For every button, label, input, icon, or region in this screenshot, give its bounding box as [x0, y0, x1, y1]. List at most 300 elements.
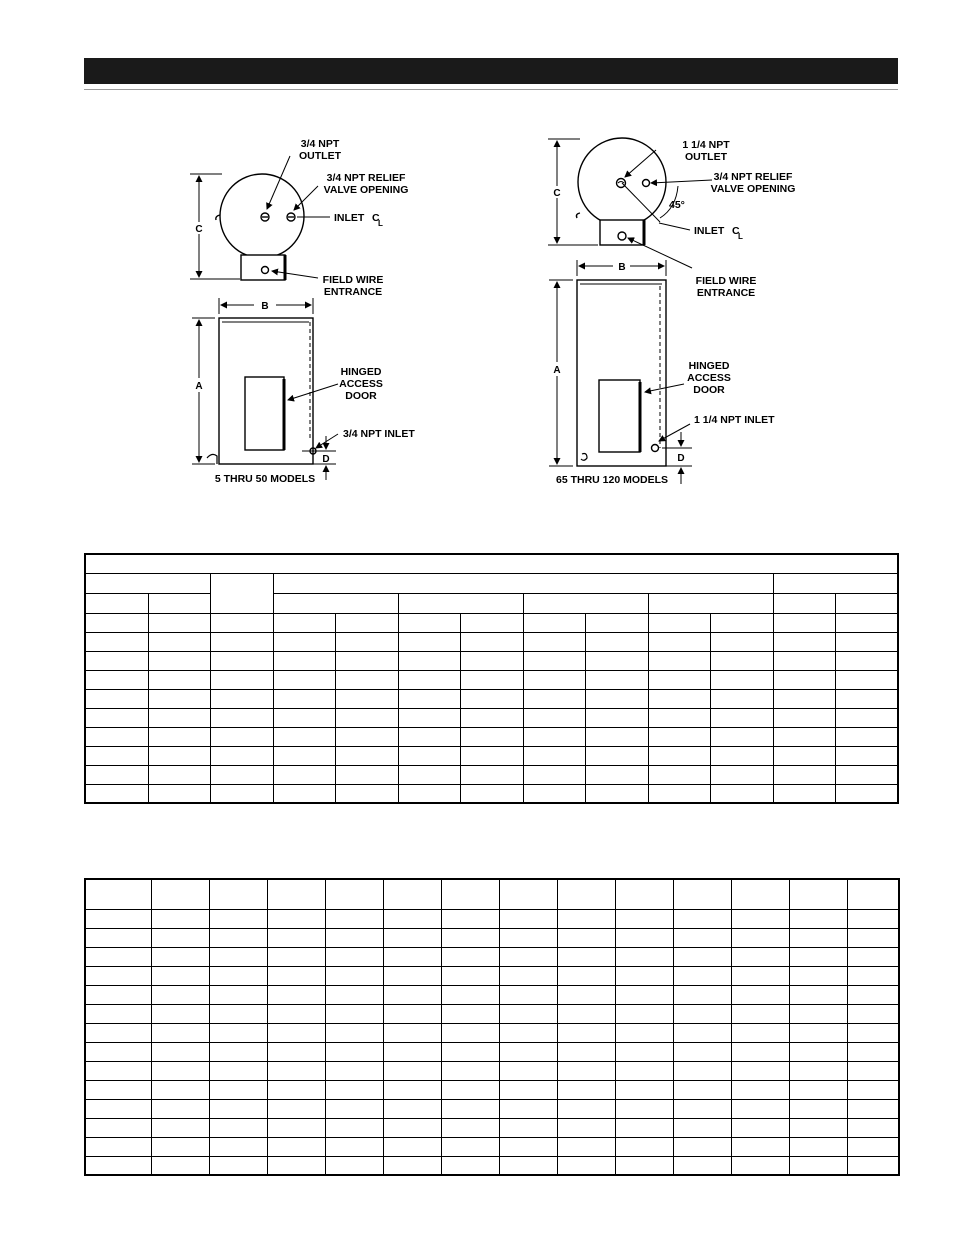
table-cell: [273, 708, 335, 727]
table-cell: [499, 1042, 557, 1061]
table-cell: [731, 947, 789, 966]
table-cell: [210, 746, 273, 765]
left-dim-a: A: [195, 381, 203, 392]
table-cell: [835, 670, 898, 689]
table-cell: [335, 632, 398, 651]
table-cell: [151, 1156, 209, 1175]
table-cell: [615, 1156, 673, 1175]
table-cell: [615, 1004, 673, 1023]
table-cell: [773, 651, 835, 670]
table-cell: [835, 689, 898, 708]
table-cell: [325, 1099, 383, 1118]
table-cell: [148, 632, 210, 651]
table-cell: [789, 1080, 847, 1099]
table-cell: [710, 651, 773, 670]
table-cell: [148, 784, 210, 803]
table-cell: [585, 632, 648, 651]
table-cell: [210, 727, 273, 746]
table-cell: [731, 1156, 789, 1175]
table-cell: [710, 784, 773, 803]
table-cell: [773, 632, 835, 651]
table-cell: [383, 879, 441, 909]
table-cell: [325, 1156, 383, 1175]
table-cell: [710, 670, 773, 689]
table-cell: [210, 784, 273, 803]
table-cell: [557, 879, 615, 909]
table1-header-cell: [523, 593, 648, 613]
table-cell: [209, 879, 267, 909]
table-cell: [523, 632, 585, 651]
table-cell: [499, 1156, 557, 1175]
table-cell: [209, 1061, 267, 1080]
left-field-wire-label-1: FIELD WIRE: [322, 274, 384, 286]
table-cell: [648, 765, 710, 784]
table-cell: [773, 708, 835, 727]
table-cell: [731, 1004, 789, 1023]
table-cell: [398, 765, 460, 784]
table-row: [85, 727, 898, 746]
table-cell: [773, 746, 835, 765]
table-cell: [615, 1118, 673, 1137]
table-cell: [835, 727, 898, 746]
table-cell: [499, 1137, 557, 1156]
table-cell: [585, 613, 648, 632]
table-cell: [731, 879, 789, 909]
table-cell: [523, 670, 585, 689]
left-dim-d: D: [322, 454, 330, 465]
table-cell: [267, 1099, 325, 1118]
table-cell: [335, 727, 398, 746]
table-cell: [648, 651, 710, 670]
table-cell: [460, 765, 523, 784]
table-cell: [209, 1137, 267, 1156]
left-cl-subscript: L: [378, 219, 383, 228]
table-cell: [585, 708, 648, 727]
table-cell: [148, 746, 210, 765]
table-cell: [615, 879, 673, 909]
table-cell: [441, 947, 499, 966]
table-cell: [585, 746, 648, 765]
table-cell: [398, 708, 460, 727]
table-cell: [383, 1156, 441, 1175]
specifications-table: [84, 878, 900, 1176]
table-cell: [673, 1156, 731, 1175]
left-dim-c: C: [195, 224, 203, 235]
table-row: [85, 1080, 899, 1099]
table-cell: [85, 1137, 151, 1156]
table-cell: [523, 613, 585, 632]
table-cell: [499, 966, 557, 985]
table-cell: [789, 879, 847, 909]
table-cell: [85, 784, 148, 803]
table-cell: [710, 765, 773, 784]
table-cell: [151, 1023, 209, 1042]
table1-subheader-row: [85, 593, 898, 613]
table-cell: [460, 670, 523, 689]
table-cell: [731, 1118, 789, 1137]
table-row: [85, 689, 898, 708]
left-npt-inlet-label: 3/4 NPT INLET: [343, 428, 415, 440]
table-cell: [267, 1042, 325, 1061]
table-cell: [151, 985, 209, 1004]
table-cell: [615, 1080, 673, 1099]
right-cl-symbol: C: [732, 225, 740, 237]
table-row: [85, 765, 898, 784]
table-cell: [325, 909, 383, 928]
table-cell: [710, 689, 773, 708]
table-cell: [673, 1080, 731, 1099]
table-cell: [335, 708, 398, 727]
table-cell: [383, 909, 441, 928]
table-cell: [267, 1137, 325, 1156]
table-cell: [847, 1061, 899, 1080]
right-npt-inlet-label: 1 1/4 NPT INLET: [694, 414, 775, 426]
table-cell: [267, 1061, 325, 1080]
table-cell: [499, 985, 557, 1004]
table-cell: [789, 1099, 847, 1118]
table-cell: [267, 1004, 325, 1023]
table-cell: [383, 1061, 441, 1080]
table-cell: [273, 784, 335, 803]
table-cell: [335, 765, 398, 784]
table-cell: [273, 632, 335, 651]
table-row: [85, 1156, 899, 1175]
table-cell: [267, 909, 325, 928]
table1-title-row: [85, 554, 898, 573]
table-row: [85, 928, 899, 947]
table-cell: [673, 1099, 731, 1118]
table-row: [85, 784, 898, 803]
table-cell: [209, 1023, 267, 1042]
table-cell: [441, 1156, 499, 1175]
table-cell: [673, 966, 731, 985]
table-cell: [148, 689, 210, 708]
table-cell: [441, 909, 499, 928]
table-cell: [151, 1099, 209, 1118]
table-cell: [615, 947, 673, 966]
table-row: [85, 1023, 899, 1042]
table-cell: [523, 651, 585, 670]
table-cell: [835, 746, 898, 765]
dimensions-table: [84, 553, 899, 804]
table-cell: [441, 1099, 499, 1118]
table-cell: [85, 613, 148, 632]
right-angle-label: 45°: [669, 199, 685, 211]
table-cell: [557, 1118, 615, 1137]
table-cell: [523, 784, 585, 803]
table-cell: [789, 947, 847, 966]
table-cell: [557, 1004, 615, 1023]
table-cell: [85, 928, 151, 947]
table-cell: [267, 985, 325, 1004]
table-cell: [210, 708, 273, 727]
right-outlet-label-1: 1 1/4 NPT: [682, 139, 730, 151]
table-cell: [789, 1023, 847, 1042]
table-cell: [557, 1042, 615, 1061]
table-cell: [441, 1118, 499, 1137]
table-cell: [398, 727, 460, 746]
table-row: [85, 1004, 899, 1023]
table-cell: [557, 1080, 615, 1099]
table-cell: [210, 632, 273, 651]
table-cell: [499, 909, 557, 928]
table-cell: [847, 947, 899, 966]
table-cell: [789, 1042, 847, 1061]
table-cell: [85, 1023, 151, 1042]
table-cell: [85, 1080, 151, 1099]
table-row: [85, 1137, 899, 1156]
table-cell: [835, 632, 898, 651]
table-cell: [523, 708, 585, 727]
table-cell: [398, 746, 460, 765]
table-cell: [731, 1023, 789, 1042]
right-hinged-label-1: HINGED: [688, 360, 730, 372]
table-cell: [557, 909, 615, 928]
left-hinged-label-1: HINGED: [340, 366, 382, 378]
table-cell: [523, 727, 585, 746]
table-cell: [85, 1118, 151, 1137]
table-cell: [209, 985, 267, 1004]
table-cell: [325, 966, 383, 985]
table-cell: [835, 613, 898, 632]
table-cell: [648, 670, 710, 689]
table-cell: [85, 765, 148, 784]
table-cell: [85, 985, 151, 1004]
left-heater-diagram: [190, 156, 338, 480]
table-cell: [209, 1099, 267, 1118]
table-row: [85, 879, 899, 909]
table-cell: [585, 651, 648, 670]
table1-header-cell: [210, 573, 273, 613]
table-cell: [151, 1080, 209, 1099]
table-row: [85, 708, 898, 727]
table-cell: [673, 879, 731, 909]
table-cell: [267, 1118, 325, 1137]
table-cell: [148, 727, 210, 746]
table-cell: [835, 784, 898, 803]
table-cell: [398, 651, 460, 670]
table-cell: [267, 928, 325, 947]
table-cell: [383, 947, 441, 966]
table-cell: [648, 727, 710, 746]
table-cell: [85, 708, 148, 727]
table1-header-cell: [398, 593, 523, 613]
table-cell: [499, 1080, 557, 1099]
table-cell: [151, 909, 209, 928]
table-cell: [85, 689, 148, 708]
table-cell: [648, 784, 710, 803]
left-top-view-tank: [220, 174, 304, 258]
table-cell: [383, 985, 441, 1004]
table-cell: [85, 1004, 151, 1023]
table-cell: [847, 966, 899, 985]
table-cell: [789, 1061, 847, 1080]
table-cell: [557, 1099, 615, 1118]
table-cell: [789, 1004, 847, 1023]
table-cell: [383, 1023, 441, 1042]
table-cell: [585, 727, 648, 746]
left-outlet-label-1: 3/4 NPT: [300, 138, 340, 150]
table-cell: [325, 1137, 383, 1156]
table-cell: [148, 613, 210, 632]
table-cell: [710, 727, 773, 746]
table-cell: [773, 727, 835, 746]
table-cell: [151, 879, 209, 909]
right-dim-b: B: [618, 262, 626, 273]
table-row: [85, 746, 898, 765]
table-cell: [847, 879, 899, 909]
table-row: [85, 651, 898, 670]
table-cell: [325, 1004, 383, 1023]
table-cell: [773, 689, 835, 708]
table-cell: [441, 879, 499, 909]
table-cell: [847, 1099, 899, 1118]
table-row: [85, 1042, 899, 1061]
table-cell: [441, 1061, 499, 1080]
table-cell: [151, 1118, 209, 1137]
table-cell: [673, 1004, 731, 1023]
table1-header-cell: [773, 573, 898, 593]
table-cell: [335, 670, 398, 689]
table-cell: [267, 879, 325, 909]
table-cell: [835, 651, 898, 670]
table-cell: [148, 708, 210, 727]
right-hinged-label-3: DOOR: [693, 384, 725, 396]
table-cell: [325, 985, 383, 1004]
left-hinged-label-3: DOOR: [345, 390, 377, 402]
table-cell: [398, 613, 460, 632]
table-cell: [648, 632, 710, 651]
table-cell: [273, 613, 335, 632]
table-cell: [731, 928, 789, 947]
table-cell: [441, 966, 499, 985]
table-cell: [325, 879, 383, 909]
table-cell: [673, 928, 731, 947]
table1-header-cell: [273, 573, 773, 593]
table-cell: [731, 1080, 789, 1099]
table-cell: [615, 1023, 673, 1042]
table-cell: [85, 632, 148, 651]
right-heater-diagram: [548, 138, 712, 484]
left-cl-symbol: C: [372, 212, 380, 224]
table-cell: [499, 879, 557, 909]
table-cell: [441, 1080, 499, 1099]
table-cell: [731, 985, 789, 1004]
table-cell: [673, 947, 731, 966]
table-cell: [441, 928, 499, 947]
table-cell: [557, 966, 615, 985]
table-cell: [85, 670, 148, 689]
right-dim-c: C: [553, 188, 561, 199]
table-cell: [325, 1118, 383, 1137]
table-cell: [325, 1023, 383, 1042]
table-cell: [383, 1118, 441, 1137]
table-cell: [209, 928, 267, 947]
table-cell: [210, 613, 273, 632]
table-cell: [773, 613, 835, 632]
table-cell: [209, 947, 267, 966]
table-cell: [673, 1137, 731, 1156]
table-cell: [615, 1099, 673, 1118]
table1-title-cell: [85, 554, 898, 573]
table-cell: [615, 928, 673, 947]
table-cell: [85, 909, 151, 928]
table2-body: [85, 879, 899, 1175]
table-cell: [209, 1156, 267, 1175]
table-cell: [585, 670, 648, 689]
left-relief-label-1: 3/4 NPT RELIEF: [326, 172, 406, 184]
left-dim-b: B: [261, 301, 269, 312]
table-cell: [847, 928, 899, 947]
right-hinged-label-2: ACCESS: [687, 372, 731, 384]
table1-header-cell: [273, 593, 398, 613]
table-cell: [557, 928, 615, 947]
table-cell: [460, 613, 523, 632]
table-cell: [85, 879, 151, 909]
table-cell: [710, 746, 773, 765]
table1-header-cell: [85, 593, 148, 613]
table-cell: [151, 1004, 209, 1023]
table-cell: [731, 1099, 789, 1118]
table-cell: [210, 651, 273, 670]
table-cell: [847, 1042, 899, 1061]
table1-header-cell: [85, 573, 210, 593]
table-cell: [210, 765, 273, 784]
table-cell: [585, 784, 648, 803]
table-cell: [151, 947, 209, 966]
table-cell: [151, 1137, 209, 1156]
left-outlet-label-2: OUTLET: [299, 150, 341, 162]
table-cell: [267, 1156, 325, 1175]
table-cell: [85, 1061, 151, 1080]
left-access-door: [245, 377, 284, 450]
table-row: [85, 1061, 899, 1080]
table-cell: [460, 784, 523, 803]
table-cell: [383, 1004, 441, 1023]
table-cell: [148, 651, 210, 670]
table-cell: [85, 727, 148, 746]
table-cell: [148, 765, 210, 784]
table-cell: [557, 947, 615, 966]
table-cell: [731, 1061, 789, 1080]
table-cell: [148, 670, 210, 689]
table-cell: [209, 909, 267, 928]
table-cell: [773, 765, 835, 784]
table-cell: [499, 1004, 557, 1023]
table-cell: [499, 1099, 557, 1118]
table-cell: [383, 966, 441, 985]
right-field-wire-label-2: ENTRANCE: [696, 287, 756, 299]
table-cell: [85, 1042, 151, 1061]
table-cell: [789, 928, 847, 947]
table1-body: [85, 613, 898, 803]
table-cell: [710, 632, 773, 651]
table-row: [85, 613, 898, 632]
table-cell: [85, 947, 151, 966]
table-cell: [673, 1118, 731, 1137]
table-cell: [460, 727, 523, 746]
table-cell: [773, 784, 835, 803]
table1-header-cell: [773, 593, 835, 613]
table-cell: [209, 1118, 267, 1137]
table-cell: [499, 928, 557, 947]
table-cell: [789, 985, 847, 1004]
table-cell: [673, 1061, 731, 1080]
table-cell: [441, 1042, 499, 1061]
table1-header-cell: [835, 593, 898, 613]
table-cell: [335, 613, 398, 632]
table-cell: [557, 1061, 615, 1080]
